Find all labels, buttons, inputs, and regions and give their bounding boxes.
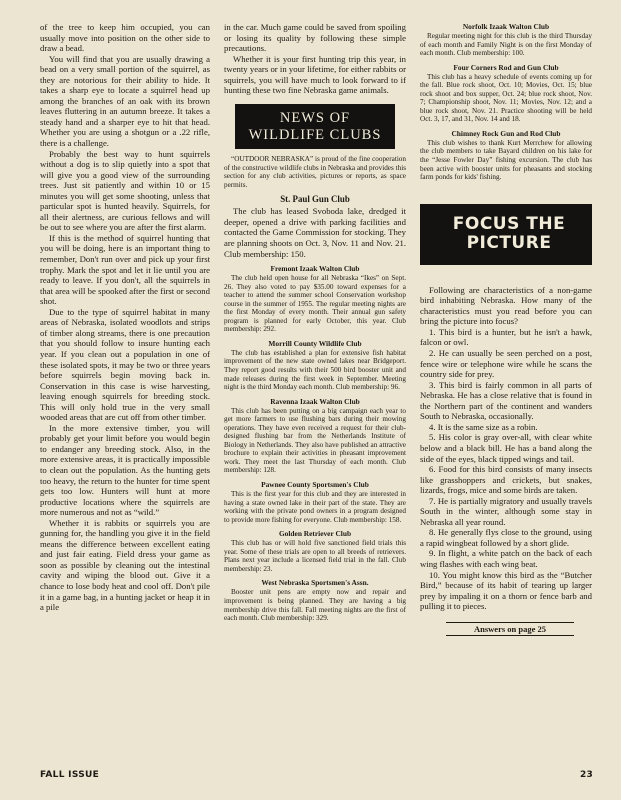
quiz-clue: 6. Food for this bird consists of many insects like grasshoppers and crickets, but snakes, lizards, frogs, mice and some birds are taken. [420, 464, 592, 496]
club-text: This club has a heavy schedule of events coming up for the fall. Blue rock shoot, Oct. 10; Movies, Oct. 15; blue rock shoot and box supper, Oct. 24; blue rock shoot, Nov. 7; Championship shoot, Nov. 11; Movies, Nov. 12; and a blue rock shoot, Nov. 21. Practice shooting will be held Oct. 3, 17, and 31, Nov. 14 and 18. [420, 72, 592, 124]
quiz-clue: 4. It is the same size as a robin. [429, 421, 538, 432]
club-text: The club has leased Svoboda lake, dredged it deeper, opened a drive with parking facilities and contacted the Game Commission for stocking. They are planning shoots on Oct. 3, Nov. 11 and Nov. 21. Club membership: 150. [224, 206, 406, 259]
club-heading: Morrill County Wildlife Club [268, 338, 362, 348]
page-number: 23 [580, 770, 594, 780]
club-text: This club wishes to thank Kurt Merrchew for allowing the club members to take Bayard children on his lake for the “Jesse Fowler Day” fishing excursion. The club has been active with booster units for pheasants and stocking farm ponds for kids' fishing. [420, 138, 592, 182]
focus-the-picture-banner: FOCUS THE PICTURE [420, 204, 592, 265]
banner-line: NEWS OF [279, 109, 351, 126]
answers-reference: Answers on page 25 [446, 622, 574, 636]
news-intro-text: “OUTDOOR NEBRASKA” is proud of the fine cooperation of the constructive wildlife clubs in Nebraska and provides this section for any club activities, pictures or reports, as space permits. [224, 155, 406, 189]
article-continuation [224, 22, 406, 96]
article-paragraph: in the car. Much game could be saved from spoiling or losing its quality by following these simple precautions. [224, 22, 406, 54]
club-text: The club has established a plan for extensive fish habitat improvement of the new state owned lakes near Bridgeport. They report good results with their 500 bird booster unit and made releases during the first week in September. Meeting night is the third Monday each month. Club membership: 96. [224, 348, 406, 392]
quiz-clue: 10. You might know this bird as the “Butcher Bird,” because of its habit of tearing up larger prey by impaling it on a thorn or fence barb and pulling it to pieces. [420, 569, 592, 612]
article-paragraph: You will find that you are usually drawing a bead on a very small portion of the squirrel, as they are notorious for their ability to hide. It takes a sharp eye to locate a squirrel head up among the branches of an oak with its brown leaves fluttering in an autumn breeze. It takes a steady hand and a sharper eye to hit that head. Whether you are using a shotgun or a .22 rifle, there is a challenge. [40, 53, 210, 149]
club-text: This is the first year for this club and they are interested in having a state owned lake in their part of the state. They are working with the private pond owners in a program designed to provide more fishing for everyone. Club membership: 158. [224, 490, 406, 524]
quiz-clue: 7. He is partially migratory and usually travels South in the winter, although some stay in Nebraska all year round. [420, 495, 592, 527]
issue-footer: FALL ISSUE [40, 770, 100, 780]
club-text: The club held open house for all Nebraska “Ikes” on Sept. 26. They also voted to pay $35.00 toward expenses for a teacher to attend the summer school Conservation workshop course in the summer of 1955. The regular meeting nights are the first Monday of every month. Their annual gun safety program is planned for early October, this year. Club membership: 292. [224, 274, 406, 334]
quiz [420, 285, 592, 612]
club-heading: St. Paul Gun Club [280, 194, 350, 205]
club-report [224, 206, 406, 259]
club-text: This club has or will hold five sanctioned field trials this year. Some of these trials are open to all breeds of retrievers. Plans next year include a licensed field trial in the fall. Club membership: 23. [224, 539, 406, 573]
article-paragraph: of the tree to keep him occupied, you can usually move into position on the other side to draw a bead. [40, 22, 210, 54]
article-paragraph: In the more extensive timber, you will probably get your limit before you would begin to endanger any breeding stock. Also, in the more extensive areas, it is practically impossible to clean out the population. As the hunting gets too heavy, the return to the hunter for time spent gets too low. Hunters will hunt at more productive locations where the squirrels are more numerous and not as “wild.” [40, 422, 210, 518]
quiz-clue: 1. This bird is a hunter, but he isn't a hawk, falcon or owl. [420, 326, 592, 348]
banner-line: WILDLIFE CLUBS [248, 126, 382, 143]
quiz-clue: 3. This bird is fairly common in all parts of Nebraska. He has a close relative that is found in the Northern part of the continent and wanders South to Nebraska, occasionally. [420, 379, 592, 422]
article-paragraph: Due to the type of squirrel habitat in many areas of Nebraska, isolated woodlots and strips of timber along streams, there is one precaution that you should follow to insure hunting each year. If you clean out a population in one of these isolated spots, it may be two or three years before squirrels begin moving back in. Conservation in this case is wise harvesting, leaving enough squirrels for breeding stock. This will only hold true in the very small wooded areas that are cut off from other timber. [40, 306, 210, 423]
squirrel-article-column [40, 22, 210, 613]
quiz-intro: Following are characteristics of a non-game bird inhabiting Nebraska. How many of the characteristics must you read before you can bring the picture into focus? [420, 284, 592, 327]
club-heading: Pawnee County Sportsmen's Club [261, 480, 369, 490]
news-intro [224, 155, 406, 189]
article-paragraph: Whether it is rabbits or squirrels you are gunning for, the handling you give it in the field means the difference between excellent eating and just fair eating. Field dress your game as soon as possible by cleaning out the intestinal cavity and wiping the blood out. Give it a chance to lose body heat and cool off. Don't pile it in a game bag, in a hunting jacket or heap it in a pile [40, 517, 210, 613]
club-heading: Norfolk Izaak Walton Club [462, 22, 550, 31]
club-reports [420, 22, 592, 182]
club-heading: Ravenna Izaak Walton Club [270, 396, 360, 406]
focus-the-picture-column [420, 22, 592, 636]
club-reports [224, 264, 406, 623]
club-heading: West Nebraska Sportsmen's Assn. [261, 578, 369, 588]
club-heading: Four Corners Rod and Gun Club [453, 62, 559, 72]
wildlife-clubs-column [224, 22, 406, 623]
club-heading: Golden Retriever Club [278, 529, 352, 539]
club-heading: Fremont Izaak Walton Club [270, 264, 360, 274]
quiz-clue: 8. He generally flys close to the ground, using a rapid wingbeat followed by a short glide. [420, 527, 592, 548]
article-paragraph: Probably the best way to hunt squirrels without a dog is to slip quietly into a spot that will give you a good view of the surrounding trees. Just sit patiently and within 10 or 15 minutes you will get some shooting, unless that particular spot is hunted heavily. Squirrels, for all their alertness, are curious fellows and will be out to see where you are after the first alarm. [40, 148, 210, 233]
news-of-wildlife-clubs-banner [235, 104, 395, 149]
club-text: Regular meeting night for this club is the third Thursday of each month and Family Night is on the first Monday of each month. Club membership: 100. [420, 32, 592, 58]
club-text: Booster unit pens are empty now and repair and improvement is being planned. They are having a big membership drive this fall. Fall meeting nights are the first of each month. Club membership: 329. [224, 588, 406, 623]
article-paragraph: Whether it is your first hunting trip this year, in twenty years or in your lifetime, for either rabbits or squirrels, you will have much to look forward to if hunting these two fine Nebraska game animals. [224, 53, 406, 96]
club-text: This club has been putting on a big campaign each year to get more farmers to use flushing bars during their mowing operations. They have even received a request for their club-designed flushing bar from the Netherlands Institute of Biology in Netherlands. They also have published an attractive brochure to explain their activities in pheasant improvement work. They meet the last Thursday of each month. Club membership: 128. [224, 406, 406, 475]
quiz-clue: 5. His color is gray over-all, with clear white below and a black bill. He has a band along the side of the eyes, black tipped wings and tail. [420, 432, 592, 464]
club-heading: Chimney Rock Gun and Rod Club [451, 128, 561, 138]
article-paragraph: If this is the method of squirrel hunting that you will be doing, here is an important thing to remember, Don't run over and pick up your first trophy. Mark the spot and let it lie until you are ready to leave. If you don't, all the squirrels in that area will be spooked after the first or second shot. [40, 232, 210, 307]
quiz-clue: 9. In flight, a white patch on the back of each wing flashes with each wing beat. [420, 548, 592, 569]
quiz-clue: 2. He can usually be seen perched on a post, fence wire or telephone wire while he scans the country side for prey. [420, 348, 592, 380]
